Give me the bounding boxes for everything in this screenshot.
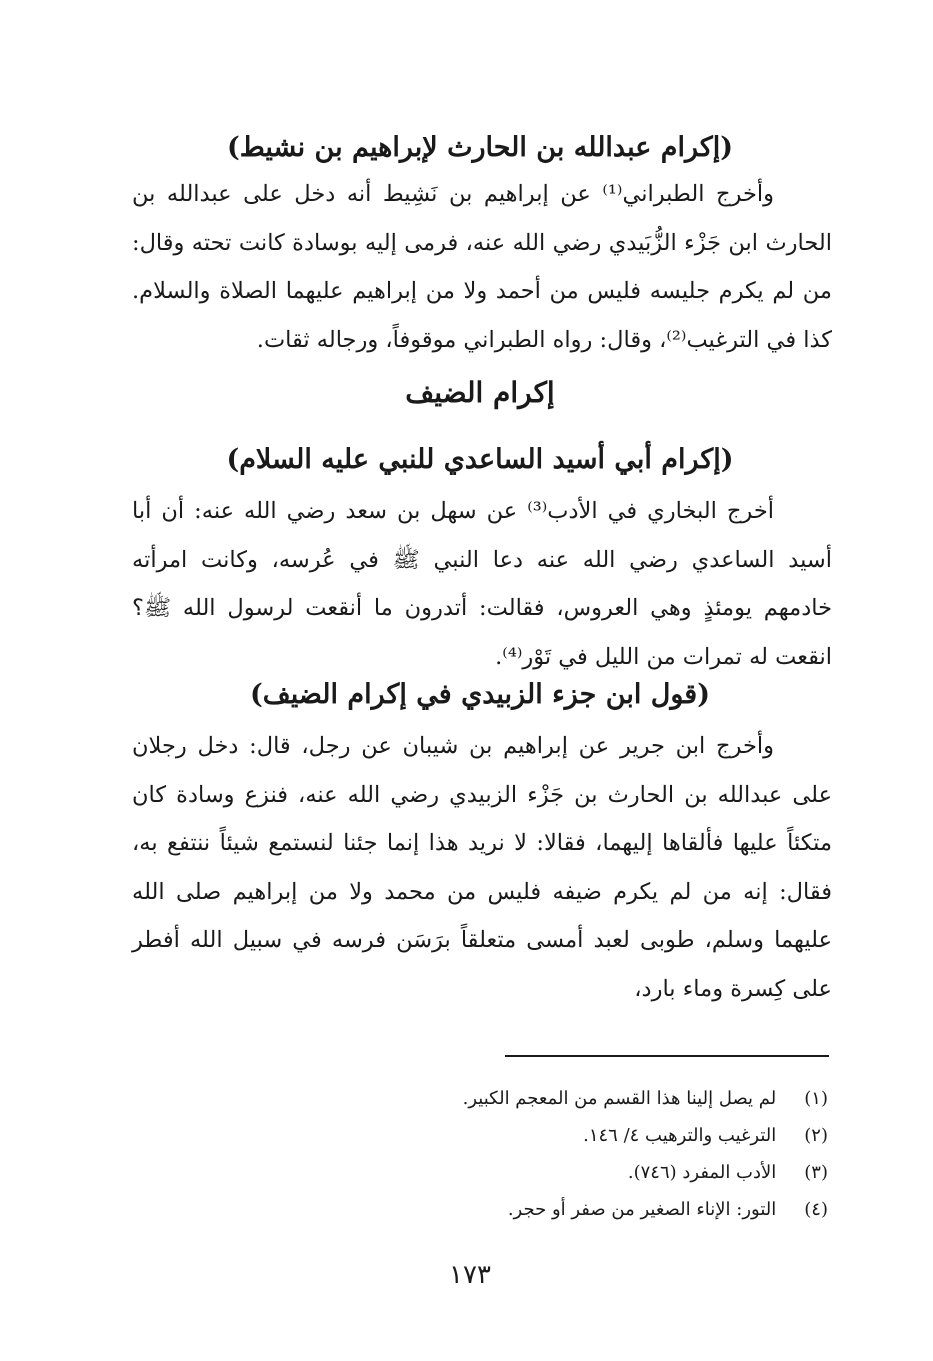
footnote-item (300, 1154, 828, 1191)
footnote-item (300, 1191, 828, 1228)
footnote-text: الترغيب والترهيب ٤/ ١٤٦. (583, 1125, 777, 1146)
section-paragraph: وأخرج الطبراني⁽¹⁾ عن إبراهيم بن نَشِيط أنه دخل على عبدالله بن الحارث ابن جَزْء الزُّبَيدي رضي الله عنه، فرمى إليه بوسادة كانت تحته وقال: من لم يكرم جليسه فليس من أحمد ولا من إبراهيم عليهما الصلاة والسلام. كذا في الترغيب⁽²⁾، وقال: رواه الطبراني موقوفاً، ورجاله ثقات. (132, 181, 832, 353)
chapter-heading: إكرام الضيف (405, 376, 555, 409)
footnote-text: لم يصل إلينا هذا القسم من المعجم الكبير. (462, 1088, 777, 1109)
section-heading: (قول ابن جزء الزبيدي في إكرام الضيف) (250, 679, 710, 710)
footnote-divider (505, 1055, 829, 1057)
footnote-text: التور: الإناء الصغير من صفر أو حجر. (507, 1199, 777, 1220)
footnote-text: الأدب المفرد (٧٤٦). (627, 1162, 777, 1183)
footnote-number: (٣) (804, 1162, 828, 1183)
footnote-number: (١) (804, 1088, 828, 1109)
footnote-number: (٢) (804, 1125, 828, 1146)
footnote-item (300, 1117, 828, 1154)
footnote-number: (٤) (804, 1199, 828, 1220)
section-paragraph: أخرج البخاري في الأدب⁽³⁾ عن سهل بن سعد رضي الله عنه: أن أبا أسيد الساعدي رضي الله عنه دعا النبي ﷺ في عُرسه، وكانت امرأته خادمهم يومئذٍ وهي العروس، فقالت: أتدرون ما أنقعت لرسول الله ﷺ؟ انقعت له تمرات من الليل في تَوْر⁽⁴⁾. (132, 498, 832, 670)
footnotes (300, 1080, 828, 1228)
section-heading: (إكرام أبي أسيد الساعدي للنبي عليه السلام) (226, 444, 734, 475)
page-number: ١٧٣ (449, 1260, 491, 1290)
section-heading: (إكرام عبدالله بن الحارث لإبراهيم بن نشيط) (226, 132, 733, 163)
footnote-item (300, 1080, 828, 1117)
section-paragraph: وأخرج ابن جرير عن إبراهيم بن شيبان عن رجل، قال: دخل رجلان على عبدالله بن الحارث بن جَزْء الزبيدي رضي الله عنه، فنزع وسادة كان متكئاً عليها فألقاها إليهما، فقالا: لا نريد هذا إنما جئنا لنستمع شيئاً ننتفع به، فقال: إنه من لم يكرم ضيفه فليس من محمد ولا من إبراهيم صلى الله عليهما وسلم، طوبى لعبد أمسى متعلقاً برَسَن فرسه في سبيل الله أفطر على كِسرة وماء بارد، (132, 733, 832, 1002)
